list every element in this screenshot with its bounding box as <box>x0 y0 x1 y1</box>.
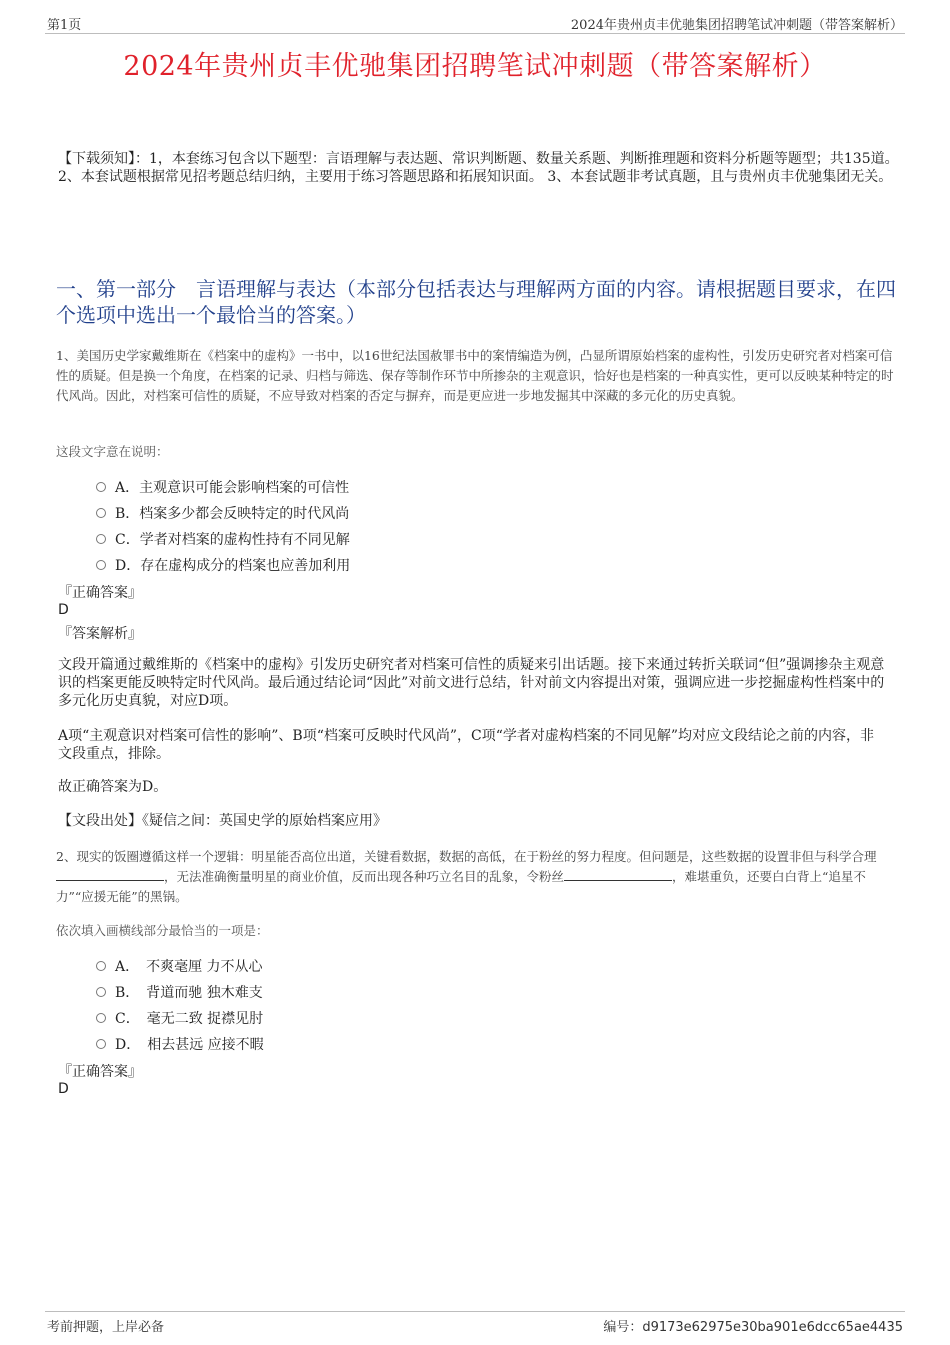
q1-option-a[interactable] <box>96 477 349 497</box>
radio-icon[interactable] <box>96 560 106 570</box>
q1-analysis-para-3: 故正确答案为D。 <box>58 779 168 795</box>
q1-stem: 1、美国历史学家戴维斯在《档案中的虚构》一书中，以16世纪法国赦罪书中的案情编造为例，凸显所谓原始档案的虚构性，引发历史研究者对档案可信性的质疑。但是换一个角度，在档案的记录、归档与筛选、保存等制作环节中所掺杂的主观意识，恰好也是档案的一种真实性，更可以反映某种特定的时代风尚。因此，对档案可信性的质疑，不应导致对档案的否定与摒弃，而是更应进一步地发掘其中深藏的多元化的历史真貌。 <box>56 348 894 403</box>
radio-icon[interactable] <box>96 534 106 544</box>
radio-icon[interactable] <box>96 1039 106 1049</box>
q2-answer-tag: 『正确答案』 <box>58 1064 142 1080</box>
option-label: D． 相去甚远 应接不暇 <box>115 1037 264 1053</box>
q2-blank-2[interactable] <box>564 868 672 881</box>
q1-source: 【文段出处】《疑信之间：英国史学的原始档案应用》 <box>58 813 387 829</box>
option-label: A． 不爽毫厘 力不从心 <box>115 959 263 975</box>
radio-icon[interactable] <box>96 508 106 518</box>
radio-icon[interactable] <box>96 1013 106 1023</box>
q2-blank-1[interactable] <box>56 868 164 881</box>
option-label: D．存在虚构成分的档案也应善加利用 <box>115 558 351 574</box>
q2-option-b[interactable] <box>96 982 263 1002</box>
header-doc-title: 2024年贵州贞丰优驰集团招聘笔试冲刺题（带答案解析） <box>570 18 903 33</box>
radio-icon[interactable] <box>96 961 106 971</box>
option-label: B．档案多少都会反映特定的时代风尚 <box>115 506 350 522</box>
option-label: C． 毫无二致 捉襟见肘 <box>115 1011 264 1027</box>
q2-answer: D <box>58 1081 69 1097</box>
q2-prompt: 依次填入画横线部分最恰当的一项是： <box>56 923 269 938</box>
q2-option-d[interactable] <box>96 1034 264 1054</box>
section-heading: 一、第一部分 言语理解与表达（本部分包括表达与理解两方面的内容。请根据题目要求，在四个选项中选出一个最恰当的答案。） <box>56 277 896 327</box>
footer-code <box>603 1316 903 1335</box>
footer-code-value: d9173e62975e30ba901e6dcc65ae4435 <box>642 1320 903 1335</box>
q2-stem-part3: ，难堪重负，还要白白背上“追星不力”“应援无能”的黑锅。 <box>56 869 866 904</box>
q1-prompt: 这段文字意在说明： <box>56 444 169 459</box>
footer-code-label: 编号： <box>603 1320 643 1335</box>
q2-option-a[interactable] <box>96 956 263 976</box>
q1-answer-tag: 『正确答案』 <box>58 585 142 601</box>
footer-divider <box>45 1311 905 1312</box>
option-label: B． 背道而驰 独木难支 <box>115 985 263 1001</box>
page-number: 第1页 <box>47 18 82 33</box>
q1-analysis-tag: 『答案解析』 <box>58 626 142 642</box>
download-notice: 【下载须知】：1，本套练习包含以下题型：言语理解与表达题、常识判断题、数量关系题、判断推理题和资料分析题等题型；共135道。 2、本套试题根据常见招考题总结归纳，主要用于练习答题思路和拓展知识面。 3、本套试题非考试真题，且与贵州贞丰优驰集团无关。 <box>58 151 899 185</box>
radio-icon[interactable] <box>96 987 106 997</box>
page-title: 2024年贵州贞丰优驰集团招聘笔试冲刺题（带答案解析） <box>123 51 827 82</box>
q1-analysis-para-1: 文段开篇通过戴维斯的《档案中的虚构》引发历史研究者对档案可信性的质疑来引出话题。接下来通过转折关联词“但”强调掺杂主观意识的档案更能反映特定时代风尚。最后通过结论词“因此”对前文进行总结，针对前文内容提出对策，强调应进一步挖掘虚构性档案中的多元化历史真貌，对应D项。 <box>58 657 885 709</box>
q1-analysis-para-2: A项“主观意识对档案可信性的影响”、B项“档案可反映时代风尚”，C项“学者对虚构档案的不同见解”均对应文段结论之前的内容，非文段重点，排除。 <box>58 728 875 762</box>
q1-option-b[interactable] <box>96 503 349 523</box>
q2-stem-part1: 2、现实的饭圈遵循这样一个逻辑：明星能否高位出道，关键看数据，数据的高低，在于粉丝的努力程度。但问题是，这些数据的设置非但与科学合理 <box>56 849 877 864</box>
footer-slogan: 考前押题，上岸必备 <box>47 1320 165 1335</box>
q1-option-d[interactable] <box>96 555 350 575</box>
q1-option-c[interactable] <box>96 529 350 549</box>
q1-answer: D <box>58 602 69 618</box>
q2-option-c[interactable] <box>96 1008 263 1028</box>
option-label: C．学者对档案的虚构性持有不同见解 <box>115 532 350 548</box>
option-label: A．主观意识可能会影响档案的可信性 <box>115 480 350 496</box>
q2-stem-part2: ，无法准确衡量明星的商业价值，反而出现各种巧立名目的乱象，令粉丝 <box>164 869 565 884</box>
header-divider <box>45 33 905 34</box>
radio-icon[interactable] <box>96 482 106 492</box>
q2-stem <box>56 847 901 907</box>
